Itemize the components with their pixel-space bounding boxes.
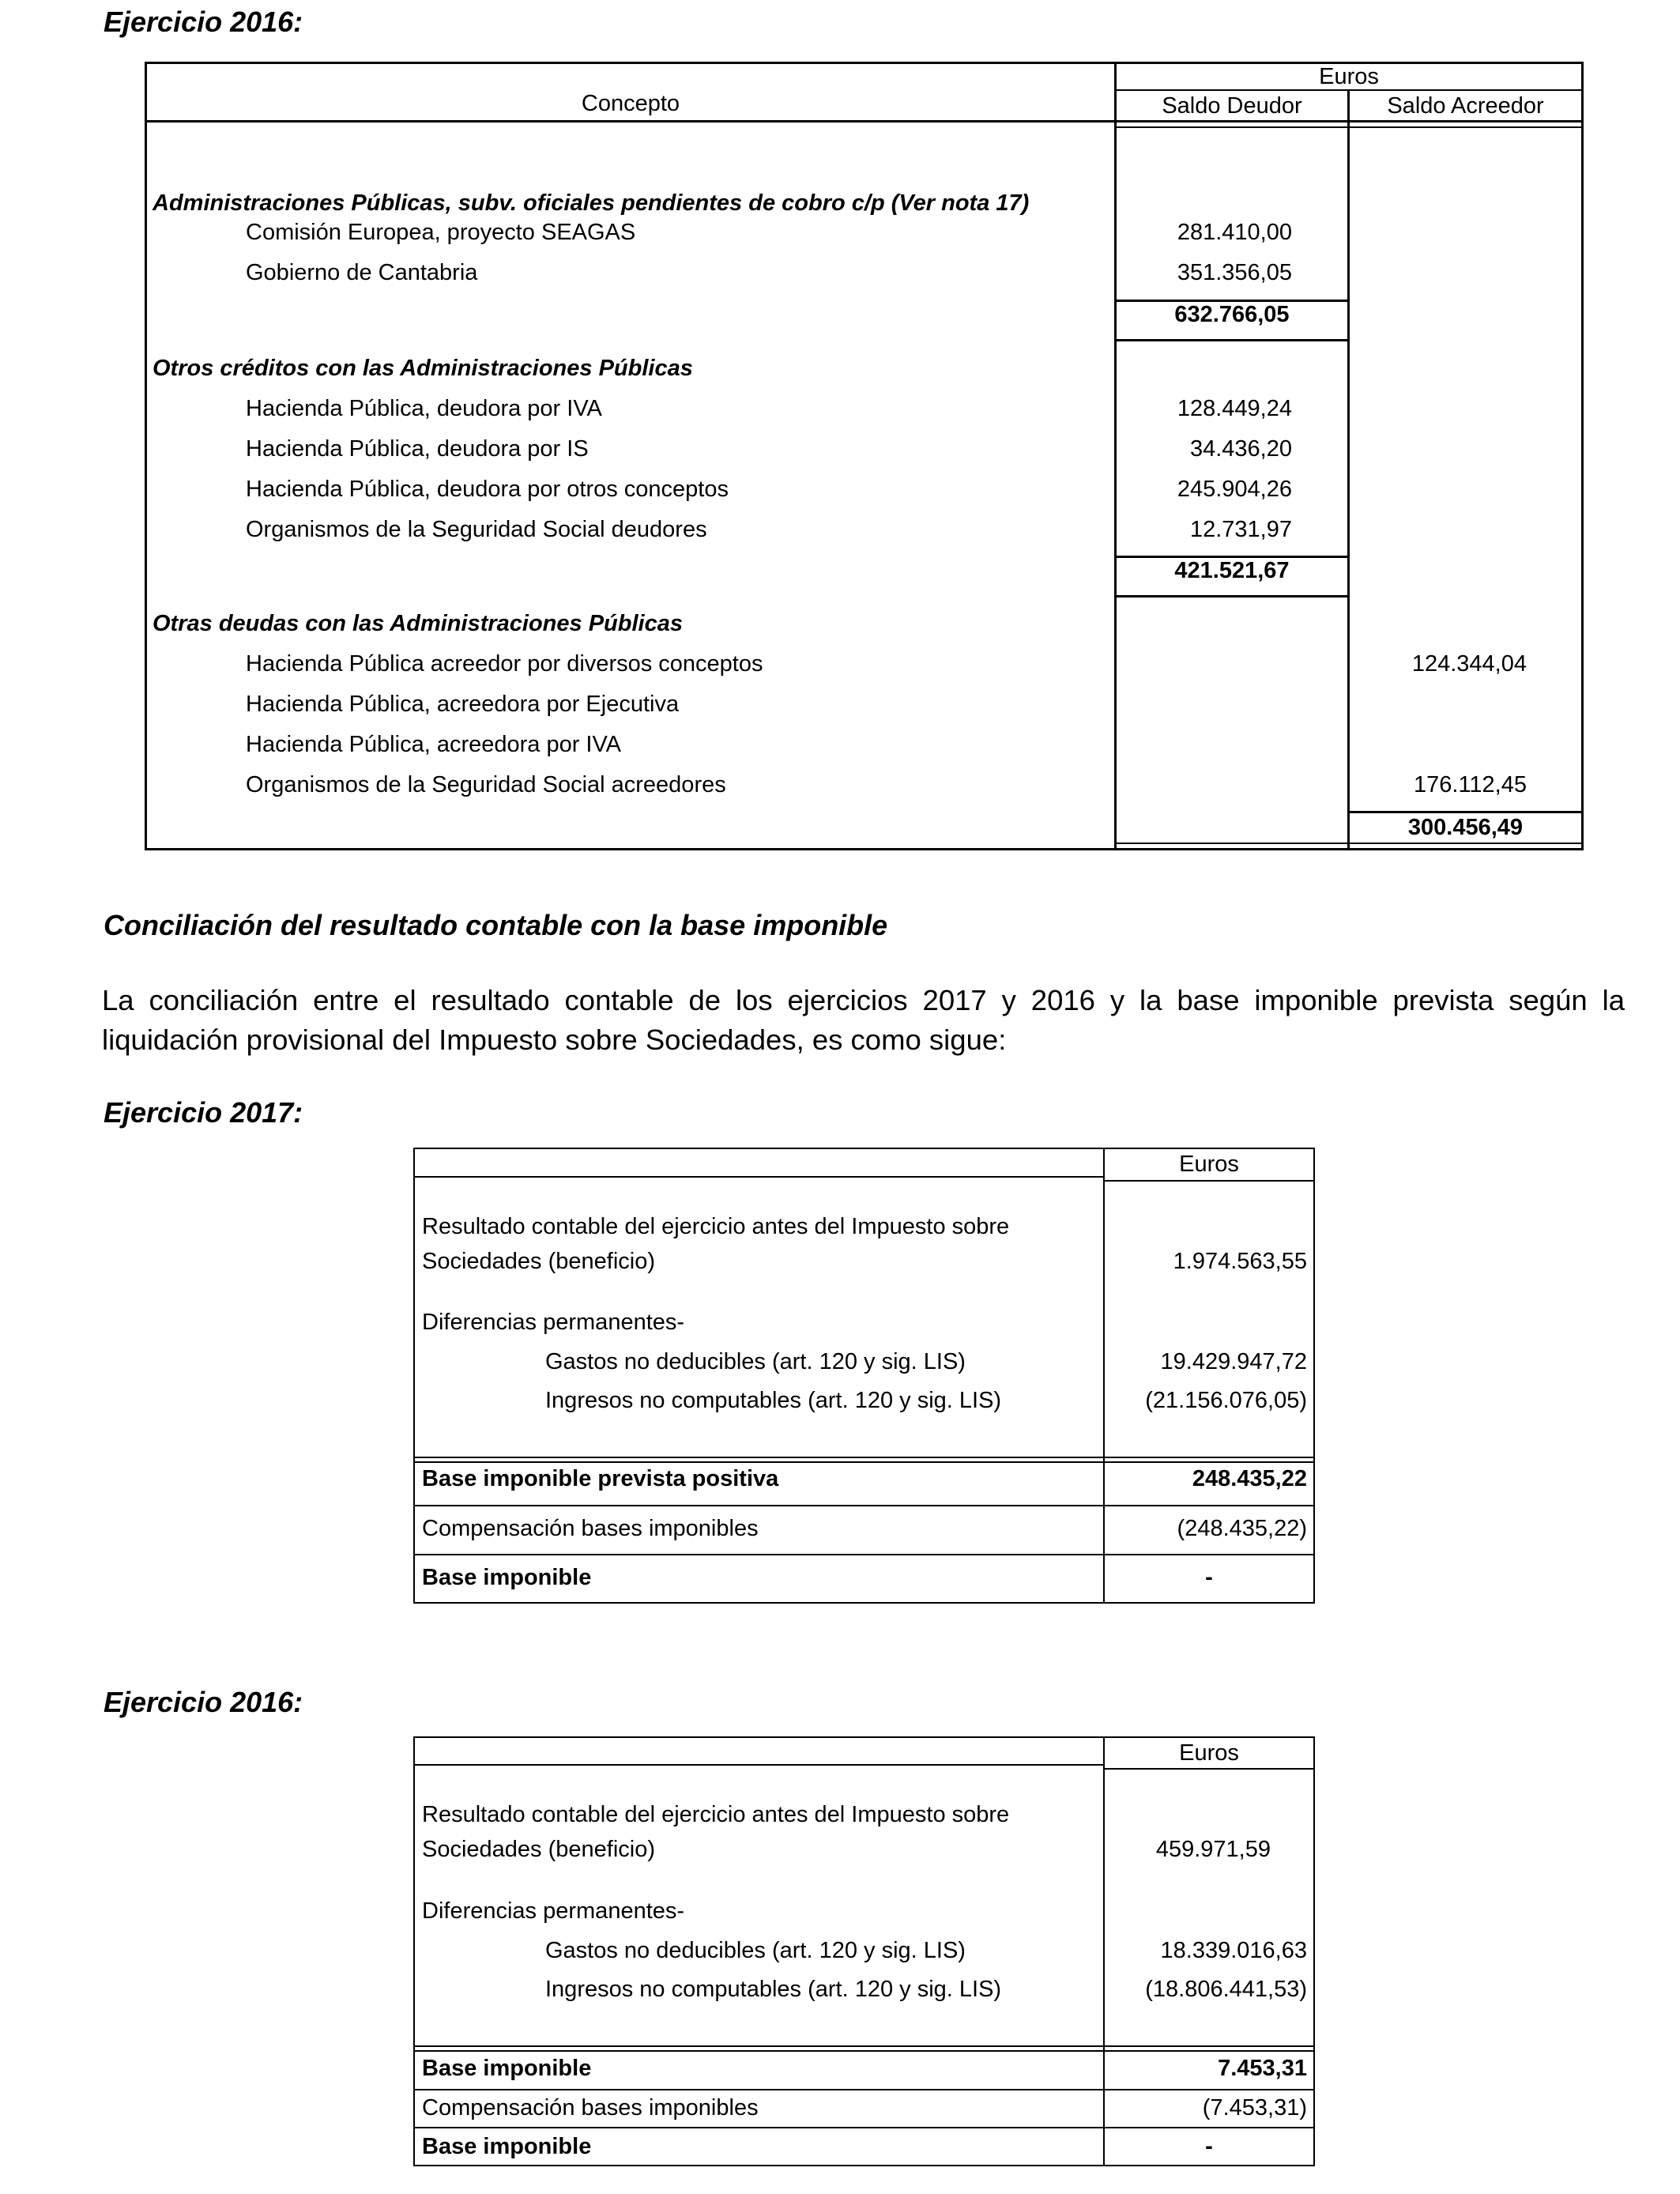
- compensacion-label: Compensación bases imponibles: [422, 2095, 759, 2120]
- row-label: Hacienda Pública, acreedora por IVA: [246, 732, 622, 757]
- subtotal-acreedor: 300.456,49: [1407, 815, 1524, 840]
- resultado-label-line1: Resultado contable del ejercicio antes del Impuesto sobre: [422, 1802, 1010, 1827]
- base-imponible-value: 7.453,31: [1218, 2056, 1307, 2081]
- resultado-label-line2: Sociedades (beneficio): [422, 1249, 656, 1274]
- row-deudor: 351.356,05: [1177, 260, 1292, 285]
- header-saldo-acreedor: Saldo Acreedor: [1387, 93, 1544, 119]
- group-title: Otras deudas con las Administraciones Públicas: [153, 611, 683, 636]
- row-label: Organismos de la Seguridad Social deudores: [246, 517, 707, 542]
- row-deudor: 34.436,20: [1189, 436, 1292, 462]
- row-label: Comisión Europea, proyecto SEAGAS: [246, 220, 636, 245]
- resultado-label-line1: Resultado contable del ejercicio antes del Impuesto sobre: [422, 1214, 1010, 1239]
- section-title: Conciliación del resultado contable con la base imponible: [104, 909, 888, 941]
- base-imponible-value: -: [1205, 1565, 1213, 1590]
- row-label: Gobierno de Cantabria: [246, 260, 478, 285]
- subtotal-deudor: 421.521,67: [1174, 558, 1290, 583]
- compensacion-label: Compensación bases imponibles: [422, 1516, 759, 1541]
- header-euros: Euros: [1179, 1152, 1239, 1177]
- resultado-value: 459.971,59: [1155, 1837, 1271, 1862]
- heading-ejercicio-2016-bottom: Ejercicio 2016:: [104, 1686, 303, 1718]
- ingresos-label: Ingresos no computables (art. 120 y sig. LIS): [545, 1388, 1002, 1413]
- base-imponible-final-label: Base imponible: [422, 2134, 592, 2159]
- ingresos-value: (21.156.076,05): [1145, 1388, 1307, 1413]
- compensacion-value: (248.435,22): [1177, 1516, 1307, 1541]
- gastos-label: Gastos no deducibles (art. 120 y sig. LIS): [545, 1349, 966, 1374]
- diferencias-label: Diferencias permanentes-: [422, 1898, 685, 1924]
- gastos-value: 18.339.016,63: [1160, 1938, 1307, 1963]
- ingresos-value: (18.806.441,53): [1145, 1977, 1307, 2002]
- group-title: Otros créditos con las Administraciones Públicas: [153, 356, 693, 381]
- row-acreedor: 176.112,45: [1414, 772, 1527, 797]
- header-euros: Euros: [1179, 1740, 1239, 1766]
- compensacion-value: (7.453,31): [1202, 2095, 1307, 2120]
- base-imponible-label: Base imponible: [422, 1565, 592, 1590]
- gastos-value: 19.429.947,72: [1160, 1349, 1307, 1374]
- heading-ejercicio-2016-top: Ejercicio 2016:: [104, 6, 303, 38]
- resultado-label-line2: Sociedades (beneficio): [422, 1837, 656, 1862]
- row-label: Organismos de la Seguridad Social acreedores: [246, 772, 726, 797]
- ingresos-label: Ingresos no computables (art. 120 y sig. LIS): [545, 1977, 1002, 2002]
- row-label: Hacienda Pública, deudora por IS: [246, 436, 589, 462]
- diferencias-label: Diferencias permanentes-: [422, 1310, 685, 1335]
- base-prevista-value: 248.435,22: [1192, 1466, 1307, 1491]
- row-label: Hacienda Pública acreedor por diversos conceptos: [246, 651, 763, 677]
- heading-ejercicio-2017: Ejercicio 2017:: [104, 1096, 303, 1129]
- row-deudor: 245.904,26: [1177, 477, 1292, 502]
- row-label: Hacienda Pública, deudora por IVA: [246, 396, 602, 421]
- row-deudor: 12.731,97: [1189, 517, 1292, 542]
- row-label: Hacienda Pública, deudora por otros conceptos: [246, 477, 729, 502]
- intro-paragraph: La conciliación entre el resultado contable de los ejercicios 2017 y 2016 y la base imponible prevista según la liquidación provisional del Impuesto sobre Sociedades, es como sigue:: [102, 984, 1625, 1056]
- base-imponible-label: Base imponible: [422, 2056, 592, 2081]
- header-euros: Euros: [1319, 64, 1379, 89]
- row-acreedor: 124.344,04: [1411, 651, 1527, 677]
- row-deudor: 281.410,00: [1177, 220, 1292, 245]
- group-title: Administraciones Públicas, subv. oficiales pendientes de cobro c/p (Ver nota 17): [153, 190, 1030, 216]
- subtotal-deudor: 632.766,05: [1174, 302, 1290, 327]
- header-concepto: Concepto: [581, 91, 680, 116]
- row-label: Hacienda Pública, acreedora por Ejecutiva: [246, 692, 680, 717]
- base-imponible-final-value: -: [1205, 2134, 1213, 2159]
- gastos-label: Gastos no deducibles (art. 120 y sig. LIS): [545, 1938, 966, 1963]
- row-deudor: 128.449,24: [1177, 396, 1292, 421]
- header-saldo-deudor: Saldo Deudor: [1162, 93, 1302, 119]
- base-prevista-label: Base imponible prevista positiva: [422, 1466, 779, 1491]
- resultado-value: 1.974.563,55: [1173, 1249, 1307, 1274]
